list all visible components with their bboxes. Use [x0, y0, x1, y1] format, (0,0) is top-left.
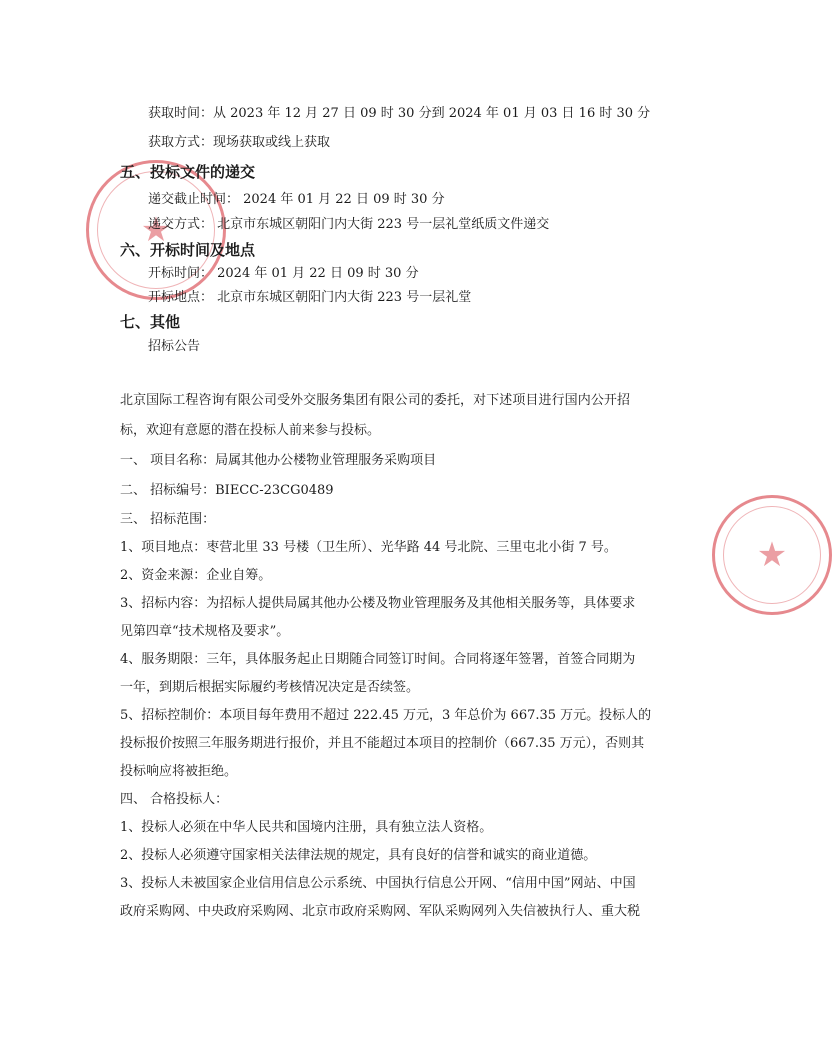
intro-paragraph-line-2: 标，欢迎有意愿的潜在投标人前来参与投标。 — [120, 423, 381, 438]
qualification-item-1: 1、投标人必须在中华人民共和国境内注册，具有独立法人资格。 — [120, 820, 493, 835]
seal-star-icon: ★ — [140, 210, 172, 250]
intro-paragraph-line-1: 北京国际工程咨询有限公司受外交服务集团有限公司的委托，对下述项目进行国内公开招 — [120, 393, 630, 408]
scope-item-2: 2、资金来源：企业自筹。 — [120, 568, 272, 583]
scope-item-1: 1、项目地点：枣营北里 33 号楼（卫生所）、光华路 44 号北院、三里屯北小街 7 号。 — [120, 540, 617, 555]
project-code: 二、 招标编号：BIECC-23CG0489 — [120, 483, 334, 498]
qualification-title: 四、 合格投标人： — [120, 792, 229, 807]
section-6-heading: 六、开标时间及地点 — [120, 241, 256, 259]
scope-item-4-line-2: 一年，到期后根据实际履约考核情况决定是否续签。 — [120, 680, 420, 695]
opening-time: 开标时间： 2024 年 01 月 22 日 09 时 30 分 — [148, 266, 419, 281]
section-7-heading: 七、其他 — [120, 313, 181, 331]
opening-place: 开标地点： 北京市东城区朝阳门内大街 223 号一层礼堂 — [148, 290, 472, 305]
qualification-item-2: 2、投标人必须遵守国家相关法律法规的规定，具有良好的信誉和诚实的商业道德。 — [120, 848, 597, 863]
fetch-method: 获取方式：现场获取或线上获取 — [148, 135, 331, 150]
scope-item-5-line-3: 投标响应将被拒绝。 — [120, 764, 238, 779]
scope-item-3-line-2: 见第四章“技术规格及要求”。 — [120, 624, 290, 639]
qualification-item-3-line-2: 政府采购网、中央政府采购网、北京市政府采购网、军队采购网列入失信被执行人、重大税 — [120, 904, 641, 919]
section-5-heading: 五、投标文件的递交 — [120, 163, 256, 181]
fetch-time: 获取时间：从 2023 年 12 月 27 日 09 时 30 分到 2024 年 01 月 03 日 16 时 30 分 — [148, 106, 651, 121]
scope-title: 三、 招标范围： — [120, 512, 216, 527]
scope-item-5-line-2: 投标报价按照三年服务期进行报价，并且不能超过本项目的控制价（667.35 万元），否则其 — [120, 736, 645, 751]
project-name: 一、 项目名称：局属其他办公楼物业管理服务采购项目 — [120, 453, 437, 468]
qualification-item-3-line-1: 3、投标人未被国家企业信用信息公示系统、中国执行信息公开网、“信用中国”网站、中国 — [120, 876, 636, 891]
scope-item-4-line-1: 4、服务期限：三年，具体服务起止日期随合同签订时间。合同将逐年签署，首签合同期为 — [120, 652, 636, 667]
seal-star-icon: ★ — [756, 535, 788, 575]
scope-item-5-line-1: 5、招标控制价：本项目每年费用不超过 222.45 万元，3 年总价为 667.35 万元。投标人的 — [120, 708, 652, 723]
company-seal-right — [712, 495, 832, 615]
submission-deadline: 递交截止时间： 2024 年 01 月 22 日 09 时 30 分 — [148, 192, 445, 207]
scope-item-3-line-1: 3、招标内容：为招标人提供局属其他办公楼及物业管理服务及其他相关服务等，具体要求 — [120, 596, 636, 611]
submission-method: 递交方式： 北京市东城区朝阳门内大街 223 号一层礼堂纸质文件递交 — [148, 217, 550, 232]
notice-title: 招标公告 — [148, 339, 201, 354]
